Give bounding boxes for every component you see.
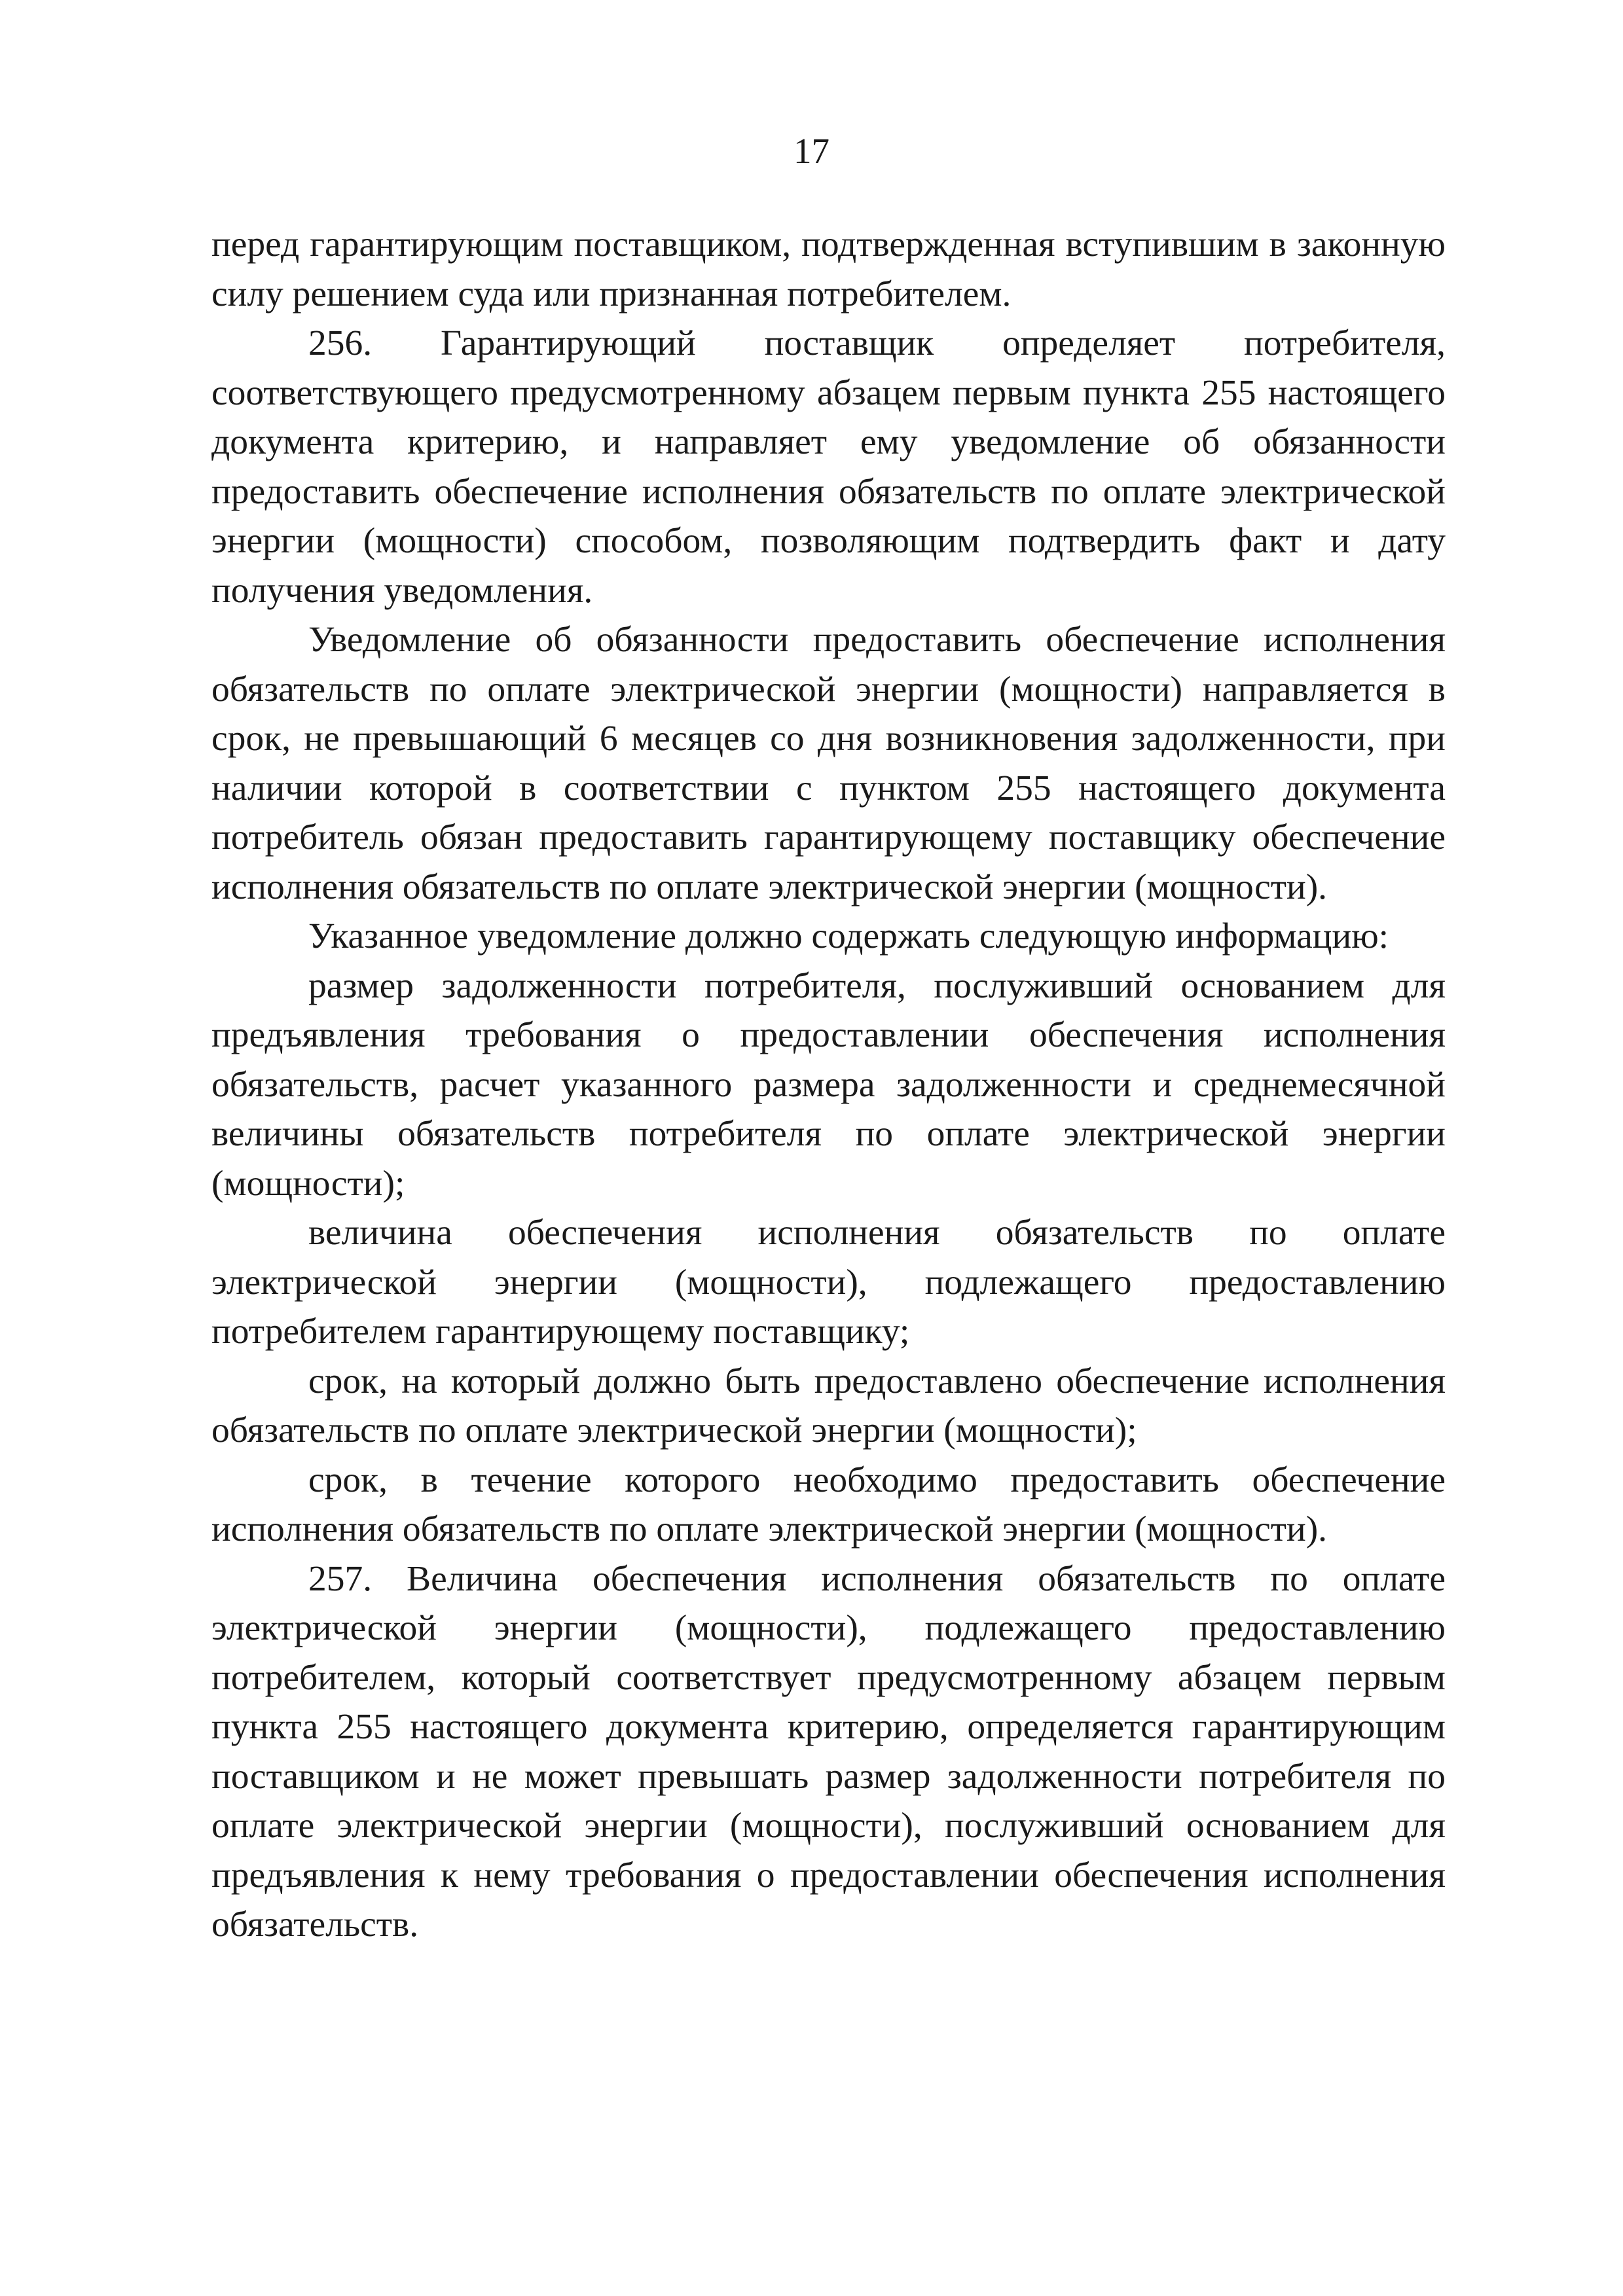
paragraph-list-entry: величина обеспечения исполнения обязательств по оплате электрической энергии (мощности), подлежащего предоставлению потребителем гарантирующему поставщику; (211, 1213, 1446, 1352)
paragraph: Уведомление об обязанности предоставить обеспечение исполнения обязательств по оплате электрической энергии (мощности) направляется в срок, не превышающий 6 месяцев со дня возникновения задолженности, при наличии которой в соответствии с пунктом 255 настоящего документа потребитель обязан предоставить гарантирующему поставщику обеспечение исполнения обязательств по оплате электрической энергии (мощности). (211, 620, 1446, 907)
document-body (211, 220, 1446, 1950)
paragraph-item-256: 256. Гарантирующий поставщик определяет потребителя, соответствующего предусмотренному абзацем первым пункта 255 настоящего документа критерию, и направляет ему уведомление об обязанности предоставить обеспечение исполнения обязательств по оплате электрической энергии (мощности) способом, позволяющим подтвердить факт и дату получения уведомления. (211, 323, 1446, 611)
paragraph-item-257: 257. Величина обеспечения исполнения обязательств по оплате электрической энергии (мощности), подлежащего предоставлению потребителем, который соответствует предусмотренному абзацем первым пункта 255 настоящего документа критерию, определяется гарантирующим поставщиком и не может превышать размер задолженности потребителя по оплате электрической энергии (мощности), послуживший основанием для предъявления к нему требования о предоставлении обеспечения исполнения обязательств. (211, 1558, 1446, 1945)
paragraph: Указанное уведомление должно содержать следующую информацию: (308, 916, 1389, 956)
paragraph-list-entry: размер задолженности потребителя, послуживший основанием для предъявления требования о предоставлении обеспечения исполнения обязательств, расчет указанного размера задолженности и среднемесячной величины обязательств потребителя по оплате электрической энергии (мощности); (211, 965, 1446, 1204)
paragraph-list-entry: срок, в течение которого необходимо предоставить обеспечение исполнения обязательств по оплате электрической энергии (мощности). (211, 1460, 1446, 1549)
page-number: 17 (793, 131, 830, 171)
paragraph-list-entry: срок, на который должно быть предоставлено обеспечение исполнения обязательств по оплате электрической энергии (мощности); (211, 1361, 1446, 1450)
paragraph: перед гарантирующим поставщиком, подтвержденная вступившим в законную силу решением суда или признанная потребителем. (211, 224, 1446, 314)
